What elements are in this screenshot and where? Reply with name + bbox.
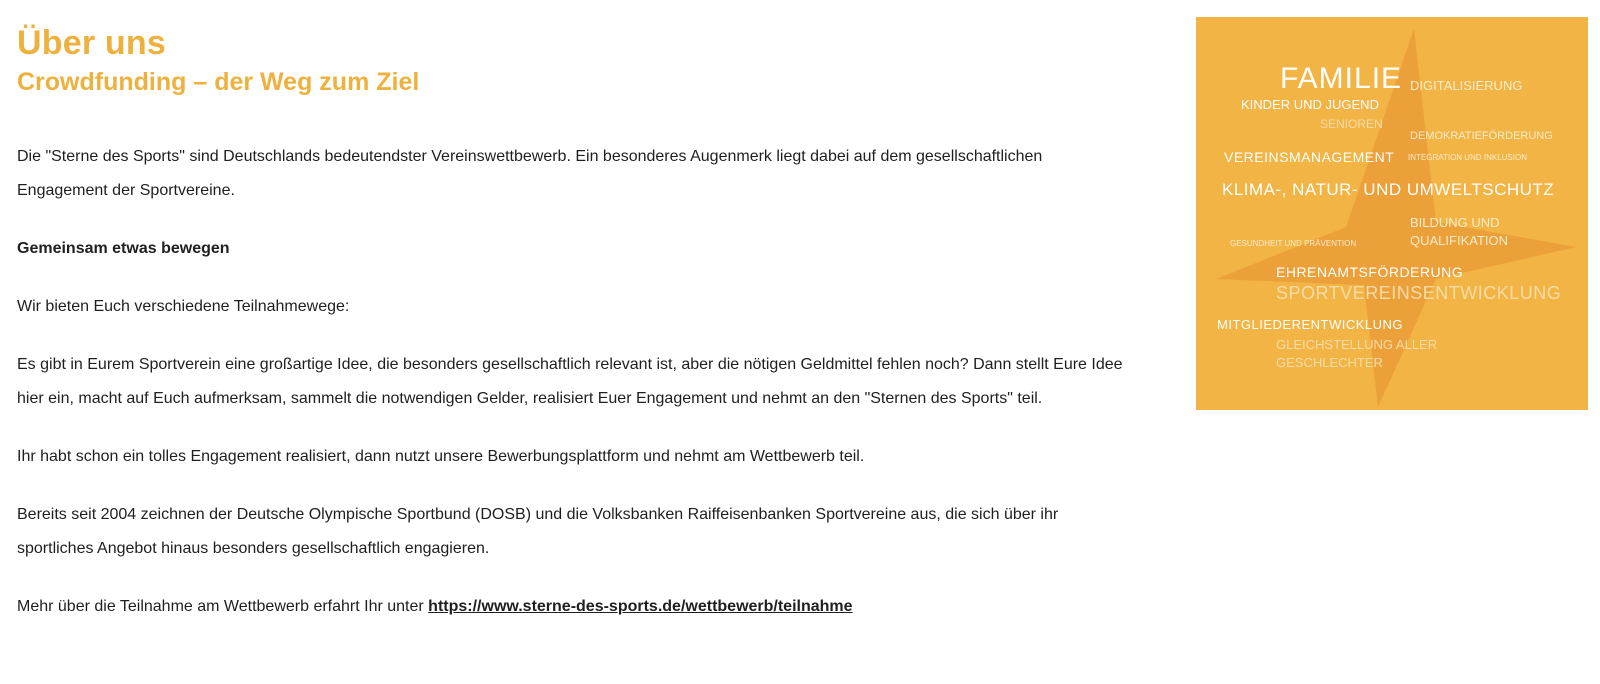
history-paragraph: Bereits seit 2004 zeichnen der Deutsche Olympische Sportbund (DOSB) und die Volksbanken Raiffeisenbanken Sportvereine aus, die sich über ihr sportliches Angebot hinaus besonders gesellschaftlich engagieren. <box>17 506 1059 557</box>
banner-word-gesundheit: GESUNDHEIT UND PRÄVENTION <box>1230 239 1357 248</box>
topics-banner <box>1196 17 1588 410</box>
page-title: Über uns <box>17 24 166 62</box>
banner-word-ehrenamt: EHRENAMTSFÖRDERUNG <box>1276 264 1464 280</box>
banner-word-vereinsmanagement: VEREINSMANAGEMENT <box>1224 149 1395 165</box>
more-info-paragraph <box>17 590 1127 624</box>
banner-word-demokratie: DEMOKRATIEFÖRDERUNG <box>1410 130 1553 142</box>
intro-paragraph: Die "Sterne des Sports" sind Deutschlands bedeutendster Vereinswettbewerb. Ein besonderes Augenmerk liegt dabei auf dem gesellschaftlichen Engagement der Sportvereine. <box>17 148 1043 199</box>
banner-word-bildung-2: QUALIFIKATION <box>1410 233 1508 248</box>
banner-word-integration: INTEGRATION UND INKLUSION <box>1408 153 1527 162</box>
page-subtitle: Crowdfunding – der Weg zum Ziel <box>17 68 420 96</box>
banner-word-sportverein: SPORTVEREINSENTWICKLUNG <box>1276 283 1562 303</box>
banner-word-bildung-1: BILDUNG UND <box>1410 215 1500 230</box>
banner-word-mitglieder: MITGLIEDERENTWICKLUNG <box>1217 317 1404 332</box>
section-heading: Gemeinsam etwas bewegen <box>17 240 230 257</box>
banner-word-digitalisierung: DIGITALISIERUNG <box>1410 78 1523 93</box>
banner-word-gleichstellung-1: GLEICHSTELLUNG ALLER <box>1276 337 1438 352</box>
banner-word-klima: KLIMA-, NATUR- UND UMWELTSCHUTZ <box>1222 180 1555 199</box>
participation-link[interactable]: https://www.sterne-des-sports.de/wettbewerb/teilnahme <box>428 598 853 615</box>
application-paragraph: Ihr habt schon ein tolles Engagement realisiert, dann nutzt unsere Bewerbungsplattform und nehmt am Wettbewerb teil. <box>17 448 865 465</box>
banner-word-gleichstellung-2: GESCHLECHTER <box>1276 355 1383 370</box>
banner-word-familie: FAMILIE <box>1280 62 1403 95</box>
main-content <box>17 22 1127 624</box>
more-info-text: Mehr über die Teilnahme am Wettbewerb erfahrt Ihr unter <box>17 598 429 615</box>
banner-word-kinder: KINDER UND JUGEND <box>1241 97 1379 112</box>
participation-intro: Wir bieten Euch verschiedene Teilnahmewege: <box>17 298 350 315</box>
banner-word-senioren: SENIOREN <box>1320 117 1383 131</box>
crowdfunding-paragraph: Es gibt in Eurem Sportverein eine großartige Idee, die besonders gesellschaftlich relevant ist, aber die nötigen Geldmittel fehlen noch? Dann stellt Eure Idee hier ein, macht auf Euch aufmerksam, sammelt die notwendigen Gelder, realisiert Euer Engagement und nehmt an den "Sternen des Sports" teil. <box>17 356 1123 407</box>
